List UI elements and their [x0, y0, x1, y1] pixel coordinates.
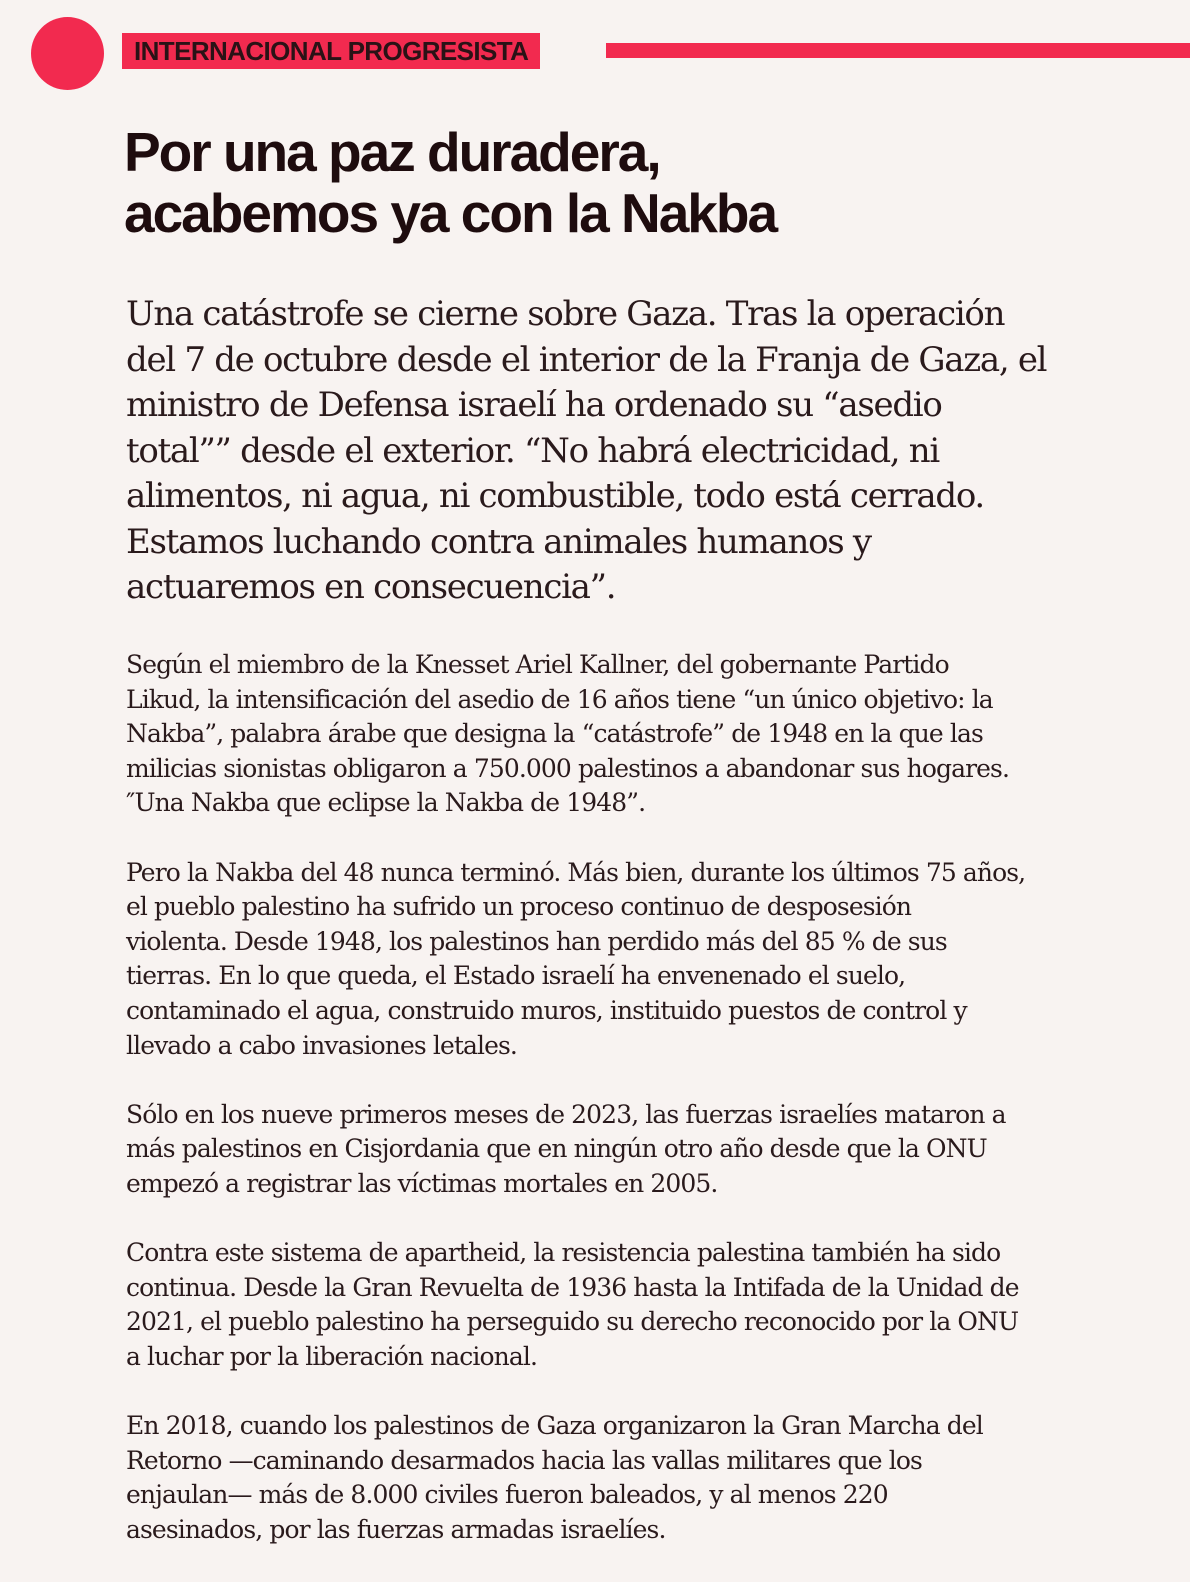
body-line: asesinados, por las fuerzas armadas israelíes. [126, 1514, 666, 1544]
body-line: milicias sionistas obligaron a 750.000 palestinos a abandonar sus hogares. [126, 753, 1009, 783]
lede-line: alimentos, ni agua, ni combustible, todo está cerrado. [126, 476, 984, 516]
body-line: a luchar por la liberación nacional. [126, 1341, 537, 1371]
body-line: el pueblo palestino ha sufrido un proceso continuo de desposesión [126, 892, 912, 922]
body-line: En 2018, cuando los palestinos de Gaza organizaron la Gran Marcha del [126, 1411, 983, 1441]
body-line: Pero la Nakba del 48 nunca terminó. Más bien, durante los últimos 75 años, [126, 857, 1026, 887]
lede-line: del 7 de octubre desde el interior de la Franja de Gaza, el [126, 339, 1047, 380]
body-line: Sólo en los nueve primeros meses de 2023, las fuerzas israelíes mataron a [126, 1099, 1006, 1129]
lede-line: Una catástrofe se cierne sobre Gaza. Tras la operación [126, 294, 1005, 334]
headline [124, 122, 1124, 244]
article-body [126, 648, 1106, 1582]
body-paragraph [126, 1236, 1106, 1374]
body-paragraph [126, 1098, 1106, 1202]
body-line: Likud, la intensificación del asedio de 16 años tiene “un único objetivo: la [126, 684, 993, 714]
body-line: Nakba”, palabra árabe que designa la “catástrofe” de 1948 en la que las [126, 719, 983, 749]
body-line: enjaulan— más de 8.000 civiles fueron baleados, y al menos 220 [126, 1480, 888, 1510]
section-label-bar [122, 33, 540, 69]
lede-line: actuaremos en consecuencia”. [126, 567, 616, 607]
body-line: empezó a registrar las víctimas mortales en 2005. [126, 1168, 718, 1198]
body-line: tierras. En lo que queda, el Estado israelí ha envenenado el suelo, [126, 961, 906, 991]
headline-line: Por una paz duradera, [124, 121, 660, 183]
body-paragraph [126, 648, 1106, 821]
section-dot-icon [31, 17, 104, 90]
lede-line: Estamos luchando contra animales humanos y [126, 521, 871, 562]
body-line: ″Una Nakba que eclipse la Nakba de 1948”. [126, 788, 646, 818]
body-line: Según el miembro de la Knesset Ariel Kallner, del gobernante Partido [126, 650, 949, 679]
lede-line: total”” desde el exterior. “No habrá electricidad, ni [126, 430, 939, 471]
body-line: más palestinos en Cisjordania que en ningún otro año desde que la ONU [126, 1134, 987, 1164]
section-label: INTERNACIONAL PROGRESISTA [134, 35, 529, 66]
lede [126, 292, 1086, 611]
body-line: contaminado el agua, construido muros, instituido puestos de control y [126, 995, 967, 1025]
section-header [0, 0, 1190, 100]
body-line: continua. Desde la Gran Revuelta de 1936 hasta la Intifada de la Unidad de [126, 1272, 1019, 1302]
body-paragraph [126, 856, 1106, 1064]
section-rule [606, 43, 1190, 58]
headline-line: acabemos ya con la Nakba [124, 182, 777, 244]
body-line: violenta. Desde 1948, los palestinos han perdido más del 85 % de sus [126, 926, 947, 956]
body-line: 2021, el pueblo palestino ha perseguido su derecho reconocido por la ONU [126, 1307, 1019, 1337]
lede-line: ministro de Defensa israelí ha ordenado su “asedio [126, 385, 942, 425]
body-line: Retorno —caminando desarmados hacia las vallas militares que los [126, 1445, 922, 1475]
body-line: llevado a cabo invasiones letales. [126, 1030, 517, 1060]
body-line: Contra este sistema de apartheid, la resistencia palestina también ha sido [126, 1238, 1001, 1268]
body-paragraph [126, 1409, 1106, 1547]
